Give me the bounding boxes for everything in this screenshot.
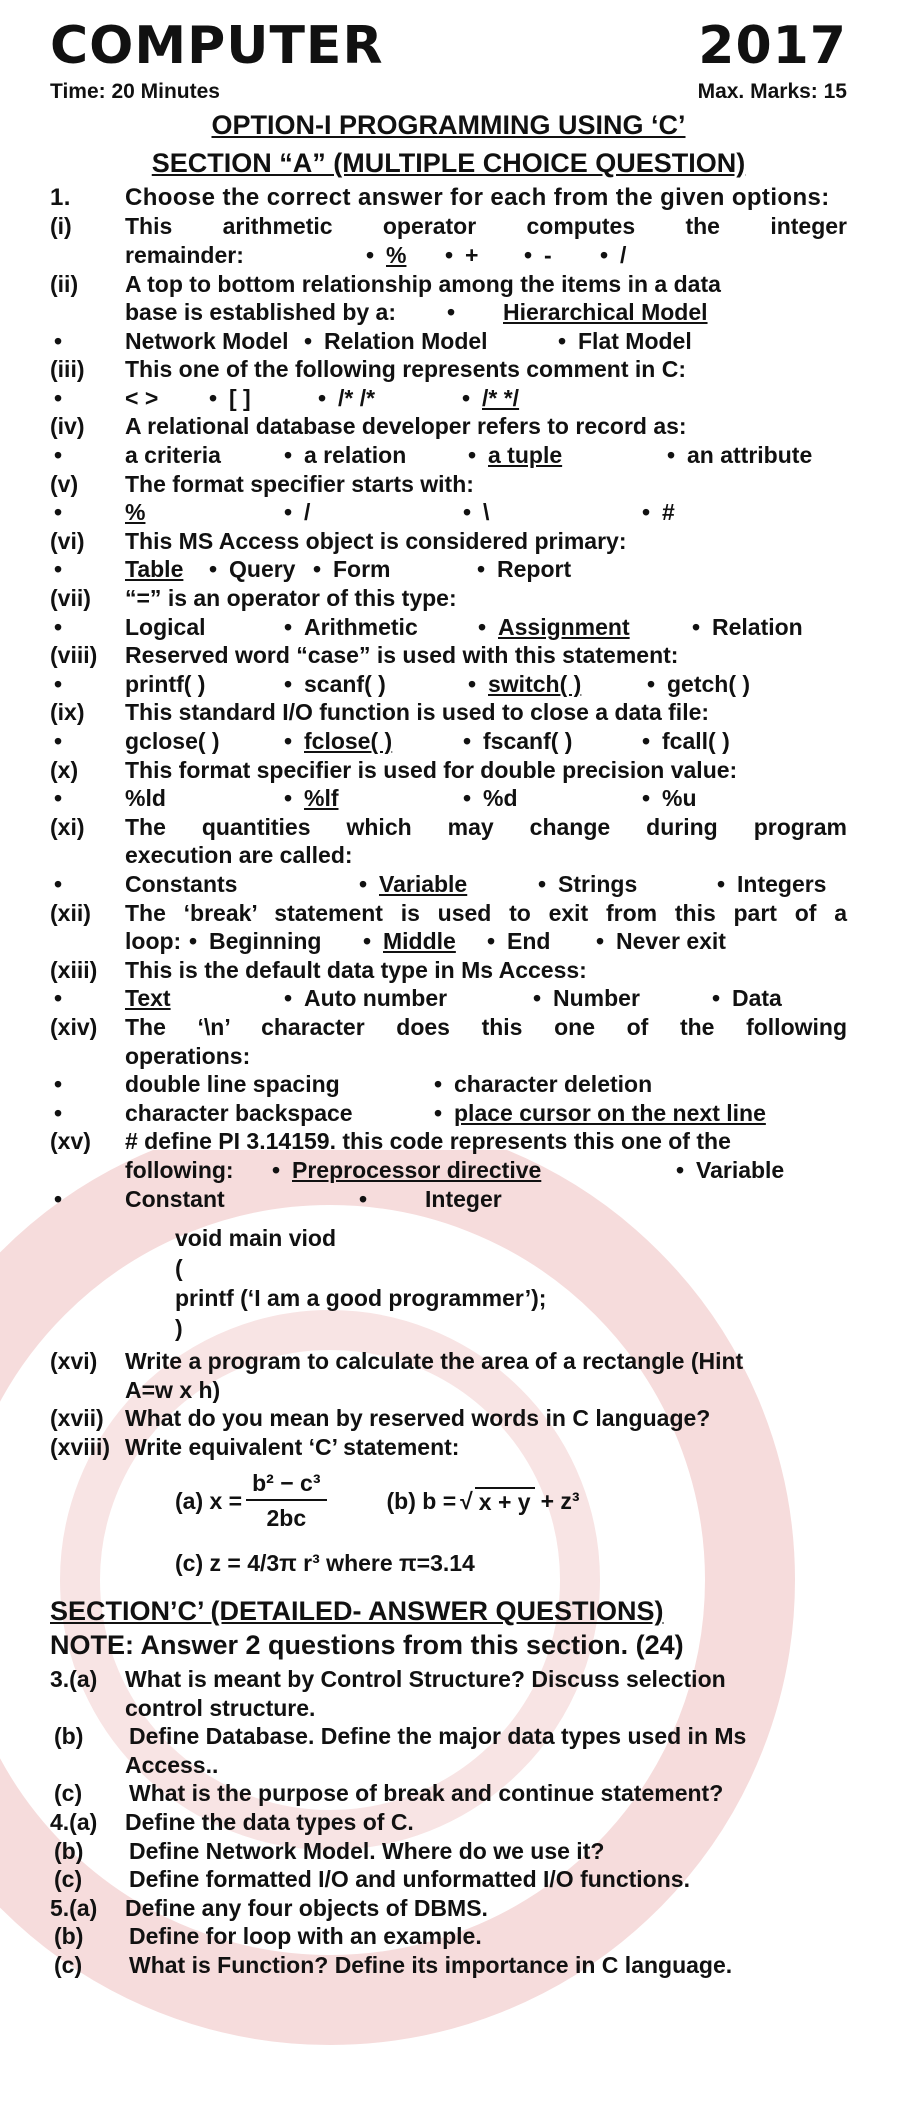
question-text: What do you mean by reserved words in C language? — [125, 1405, 711, 1432]
mcq-item-cont — [50, 298, 847, 327]
long-question — [50, 1665, 847, 1694]
mcq-item — [50, 813, 847, 842]
question-number: (b) — [54, 1723, 84, 1750]
mcq-question: This is the default data type in Ms Access: — [125, 956, 587, 983]
mcq-option: • / — [596, 241, 626, 270]
mcq-option: • /* /* — [314, 384, 458, 413]
long-question — [50, 1837, 847, 1866]
mcq-item — [50, 641, 847, 670]
question-text-cont: Access.. — [125, 1751, 219, 1778]
mcq-question: Reserved word “case” is used with this statement: — [125, 642, 679, 669]
mcq-question-cont: execution are called: — [125, 842, 353, 869]
mcq-option: • Query — [205, 555, 309, 584]
mcq-option: • %lf — [280, 784, 459, 813]
mcq-option: • / — [280, 498, 459, 527]
question-text: Write a program to calculate the area of a rectangle (Hint — [125, 1348, 744, 1375]
short-question-cont — [50, 1376, 847, 1405]
mcq-item — [50, 270, 847, 299]
mcq-option: double line spacing — [125, 1071, 340, 1098]
mcq-options-row: • character backspace • place cursor on the next line — [50, 1099, 847, 1128]
fraction — [246, 1470, 326, 1532]
mcq-number: (vii) — [50, 585, 91, 612]
exam-year: 2017 — [698, 16, 847, 76]
mcq-option: character backspace — [125, 1099, 353, 1126]
section-c-heading: SECTION’C’ (DETAILED- ANSWER QUESTIONS) — [50, 1596, 664, 1627]
question-number: (c) — [54, 1780, 83, 1807]
mcq-question: This arithmetic operator computes the integer — [125, 213, 847, 240]
mcq-option: • Assignment — [474, 613, 688, 642]
mcq-option: • %d — [459, 784, 638, 813]
code-line: printf (‘I am a good programmer’); — [175, 1285, 547, 1312]
mcq-options-row: • Constants • Variable • Strings • Integers — [50, 870, 847, 899]
mcq-number: (xiv) — [50, 1013, 98, 1040]
code-snippet — [175, 1223, 847, 1343]
title-row — [50, 0, 847, 76]
mcq-option: • %u — [638, 784, 697, 813]
mcq-number: (xiii) — [50, 956, 98, 983]
mcq-option: • Relation Model — [300, 327, 554, 356]
mcq-options-row: • Constant • Integer — [50, 1185, 847, 1214]
mcq-question: The quantities which may change during program — [125, 813, 847, 840]
question-number: (c) — [54, 1866, 83, 1893]
formula-row — [175, 1541, 847, 1585]
question-text: Write equivalent ‘C’ statement: — [125, 1433, 460, 1460]
mcq-question-cont: following: — [125, 1156, 234, 1183]
mcq-option: • [ ] — [205, 384, 314, 413]
mcq-question: A top to bottom relationship among the items in a data — [125, 270, 721, 297]
mcq-question-cont: base is established by a: — [125, 299, 397, 326]
mcq-option: • Variable — [672, 1156, 784, 1185]
mcq-option: • scanf( ) — [280, 670, 464, 699]
mcq-option: gclose( ) — [125, 728, 220, 754]
short-question — [50, 1404, 847, 1433]
question-number: (xvi) — [50, 1348, 98, 1375]
question-number: (b) — [54, 1923, 84, 1950]
mcq-options-row: • double line spacing • character deletion — [50, 1070, 847, 1099]
mcq-options-row: • < > • [ ] • /* /* • /* */ — [50, 384, 847, 413]
mcq-option: • Arithmetic — [280, 613, 474, 642]
question-text: What is the purpose of break and continue statement? — [129, 1780, 724, 1807]
mcq-question: This one of the following represents comment in C: — [125, 356, 686, 383]
mcq-option: • a tuple — [464, 441, 663, 470]
question-text: Define Network Model. Where do we use it? — [129, 1837, 605, 1864]
mcq-options-row: • a criteria • a relation • a tuple • an attribute — [50, 441, 847, 470]
question-text: Define for loop with an example. — [129, 1923, 482, 1950]
mcq-number: (x) — [50, 756, 79, 783]
long-question — [50, 1808, 847, 1837]
mcq-option: Constant — [125, 1185, 225, 1212]
long-question — [50, 1922, 847, 1951]
mcq-item — [50, 212, 847, 241]
section-a-heading: SECTION “A” (MULTIPLE CHOICE QUESTION) — [151, 147, 746, 178]
mcq-option: • Form — [309, 555, 473, 584]
mcq-options-row: • gclose( ) • fclose( ) • fscanf( ) • fcall( ) — [50, 727, 847, 756]
question-text: Define formatted I/O and unformatted I/O functions. — [129, 1866, 690, 1893]
mcq-option: • Hierarchical Model — [443, 298, 708, 327]
mcq-option: • Number — [529, 984, 708, 1013]
question-number: (xvii) — [50, 1405, 104, 1432]
mcq-item-cont — [50, 1156, 847, 1185]
code-line: void main viod — [175, 1225, 337, 1252]
long-question — [50, 1865, 847, 1894]
mcq-item — [50, 412, 847, 441]
question-text: Define Database. Define the major data types used in Ms — [129, 1723, 747, 1750]
mcq-number: (iii) — [50, 356, 85, 383]
mcq-number: (ii) — [50, 270, 79, 297]
mcq-option: Text — [125, 985, 171, 1012]
long-question — [50, 1722, 847, 1751]
mcq-option: % — [125, 499, 146, 526]
question-text: Choose the correct answer for each from the given options: — [125, 183, 830, 211]
time-label: Time: 20 Minutes — [50, 80, 220, 103]
mcq-option: • Middle — [359, 927, 483, 956]
mcq-options-row: • Text • Auto number • Number • Data — [50, 984, 847, 1013]
mcq-number: (viii) — [50, 642, 98, 669]
question-number: 5.(a) — [50, 1894, 98, 1921]
mcq-option: • Flat Model — [554, 327, 692, 356]
mcq-question: A relational database developer refers to record as: — [125, 413, 687, 440]
mcq-option: • fcall( ) — [638, 727, 730, 756]
question-number: (xviii) — [50, 1433, 111, 1460]
mcq-number: (iv) — [50, 413, 85, 440]
question-number: (c) — [54, 1951, 83, 1978]
mcq-question: This MS Access object is considered primary: — [125, 527, 627, 554]
formula-b-label: (b) b = — [386, 1487, 457, 1514]
mcq-item-cont — [50, 1042, 847, 1071]
square-root: x + y — [475, 1487, 535, 1516]
mcq-option: • Strings — [534, 870, 713, 899]
mcq-option: • character deletion — [430, 1070, 652, 1099]
mcq-option: • End — [483, 927, 592, 956]
mcq-number: (i) — [50, 213, 72, 240]
mcq-item — [50, 1127, 847, 1156]
mcq-option: • an attribute — [663, 441, 812, 470]
mcq-option: • Relation — [688, 613, 803, 642]
question-text: Define any four objects of DBMS. — [125, 1894, 488, 1921]
mcq-option: • Variable — [355, 870, 534, 899]
mcq-option: • Report — [473, 555, 571, 584]
mcq-option: • Integers — [713, 870, 826, 899]
mcq-item — [50, 584, 847, 613]
mcq-option: • - — [520, 241, 596, 270]
fraction-denominator: 2bc — [266, 1505, 307, 1532]
question-number: 3.(a) — [50, 1665, 98, 1692]
formula-a-label: (a) x = — [175, 1487, 243, 1514]
mcq-option: Constants — [125, 870, 238, 897]
mcq-item — [50, 1013, 847, 1042]
mcq-option: • Beginning — [185, 927, 359, 956]
mcq-number: (ix) — [50, 699, 85, 726]
time-marks-row — [50, 80, 847, 104]
mcq-question: # define PI 3.14159. this code represents this one of the — [125, 1128, 731, 1155]
mcq-option: • # — [638, 498, 675, 527]
mcq-option: a criteria — [125, 442, 221, 469]
mcq-option: printf( ) — [125, 670, 206, 697]
mcq-options-row: • printf( ) • scanf( ) • switch( ) • getch( ) — [50, 670, 847, 699]
mcq-question: “=” is an operator of this type: — [125, 585, 457, 612]
mcq-number: (xii) — [50, 899, 91, 926]
mcq-option: • Never exit — [592, 927, 726, 956]
mcq-item — [50, 355, 847, 384]
mcq-options-row: • Network Model • Relation Model • Flat Model — [50, 327, 847, 356]
mcq-option: • + — [441, 241, 520, 270]
long-question — [50, 1894, 847, 1923]
mcq-option: • a relation — [280, 441, 464, 470]
mcq-question: The format specifier starts with: — [125, 470, 474, 497]
mcq-item-cont — [50, 927, 847, 956]
mcq-item-cont — [50, 841, 847, 870]
long-question-cont — [50, 1751, 847, 1780]
mcq-option: • /* */ — [458, 384, 519, 413]
mcq-option: • Auto number — [280, 984, 529, 1013]
mcq-number: (vi) — [50, 527, 85, 554]
mcq-number: (xv) — [50, 1128, 91, 1155]
section-note: NOTE: Answer 2 questions from this section. (24) — [50, 1630, 684, 1661]
subject-title: COMPUTER — [50, 16, 384, 76]
question-text-cont: A=w x h) — [125, 1376, 221, 1403]
mcq-option: • Integer — [355, 1185, 502, 1214]
marks-label: Max. Marks: 15 — [697, 80, 847, 103]
question-number: 1. — [50, 183, 71, 211]
mcq-item — [50, 756, 847, 785]
question-text-cont: control structure. — [125, 1694, 316, 1721]
mcq-number: (xi) — [50, 813, 85, 840]
formula-b-tail: + z³ — [540, 1487, 580, 1514]
long-question — [50, 1951, 847, 1980]
mcq-option: • \ — [459, 498, 638, 527]
fraction-numerator: b² − c³ — [246, 1470, 326, 1501]
option-heading: OPTION-I PROGRAMMING USING ‘C’ — [211, 110, 686, 140]
mcq-question-cont: operations: — [125, 1042, 251, 1069]
mcq-question-cont: loop: — [125, 928, 182, 955]
mcq-option: • Preprocessor directive — [268, 1156, 672, 1185]
mcq-options-row: • %ld • %lf • %d • %u — [50, 784, 847, 813]
mcq-option: • switch( ) — [464, 670, 643, 699]
mcq-item — [50, 956, 847, 985]
mcq-question: This standard I/O function is used to close a data file: — [125, 699, 710, 726]
mcq-option: • fscanf( ) — [459, 727, 638, 756]
formula-row: (a) x = $\frac{\text{b² − c³}}{2bc}$ (b) b = √ x + y + z³ — [175, 1470, 580, 1532]
mcq-options-row: • % • / • \ • # — [50, 498, 847, 527]
mcq-item — [50, 527, 847, 556]
code-line: ) — [175, 1315, 183, 1342]
question-text: What is Function? Define its importance in C language. — [129, 1951, 733, 1978]
long-question-cont — [50, 1694, 847, 1723]
question-number: 4.(a) — [50, 1808, 98, 1835]
mcq-option: • fclose( ) — [280, 727, 459, 756]
mcq-option: • place cursor on the next line — [430, 1099, 766, 1128]
mcq-option: %ld — [125, 785, 166, 812]
short-question — [50, 1347, 847, 1376]
mcq-item-cont — [50, 241, 847, 270]
formula-c: (c) z = 4/3π r³ where π=3.14 — [175, 1549, 475, 1576]
long-question — [50, 1779, 847, 1808]
mcq-number: (v) — [50, 470, 79, 497]
mcq-item — [50, 899, 847, 928]
question-text: What is meant by Control Structure? Discuss selection — [125, 1665, 726, 1692]
mcq-option: Table — [125, 556, 184, 583]
mcq-options-row: • Logical • Arithmetic • Assignment • Relation — [50, 613, 847, 642]
mcq-options-row: • Table • Query • Form • Report — [50, 555, 847, 584]
mcq-option: < > — [125, 384, 159, 411]
mcq-option: Network Model — [125, 327, 289, 354]
code-line: ( — [175, 1255, 183, 1282]
mcq-option: • getch( ) — [643, 670, 750, 699]
mcq-question: The ‘break’ statement is used to exit from this part of a — [125, 899, 847, 926]
mcq-option: • Data — [708, 984, 782, 1013]
mcq-option: • % — [362, 241, 441, 270]
short-question — [50, 1433, 847, 1462]
mcq-question-cont: remainder: — [125, 241, 244, 268]
question-text: Define the data types of C. — [125, 1808, 414, 1835]
question-1 — [50, 184, 847, 213]
mcq-item — [50, 470, 847, 499]
question-number: (b) — [54, 1837, 84, 1864]
mcq-question: The ‘\n’ character does this one of the following — [125, 1013, 847, 1040]
mcq-option: Logical — [125, 613, 206, 640]
mcq-question: This format specifier is used for double precision value: — [125, 756, 738, 783]
mcq-item — [50, 698, 847, 727]
